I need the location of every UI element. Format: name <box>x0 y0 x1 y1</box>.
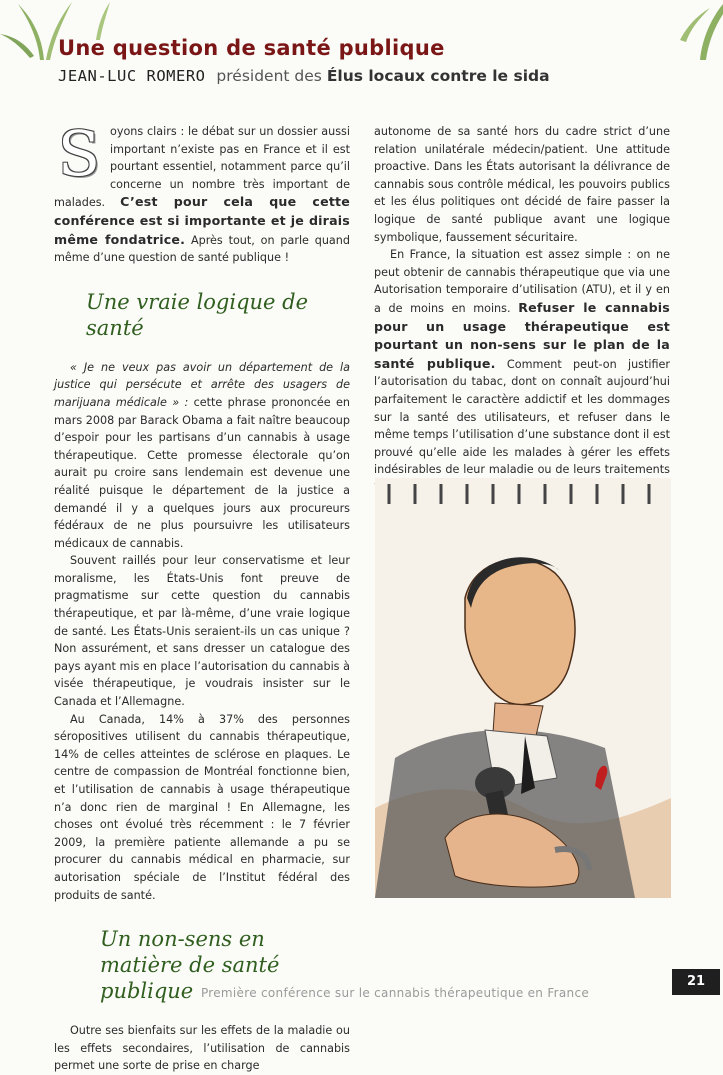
paragraph-canada: Au Canada, 14% à 37% des personnes séropositives utilisent du cannabis thérapeutique, 14% de celles atteintes de sclérose en plaques. Le centre de compassion de Montréal fonctionne bien, et l’utilisation de cannabis à usage thérapeutique n’a donc rien de marginal ! En Allemagne, les choses ont évolué très récemment : le 7 février 2009, la première patiente allemande a pu se procurer du cannabis médical en pharmacie, sur autorisation spéciale de l’Institut fédéral des produits de santé. <box>54 712 350 902</box>
author-role: président des <box>216 67 322 85</box>
obama-quote: « Je ne veux pas avoir un département de la justice qui persécute et arrête des usagers de marijuana médicale » : <box>54 360 350 409</box>
drop-cap: S <box>57 117 101 190</box>
paragraph-etats-unis: Souvent raillés pour leur conservatisme et leur moralisme, les États-Unis font preuve de pragmatisme sur cette question du cannabis thérapeutique, et par là-même, d’une vraie logique de santé. Les États-Unis seraient-ils un cas unique ? Non assurément, et sans dresser un catalogue des pays ayant mis en place l’autorisation du cannabis à visée thérapeutique, je voudrais insister sur le Canada et l’Allemagne. <box>54 554 350 709</box>
paragraph-france <box>374 246 670 496</box>
byline <box>58 67 550 85</box>
paragraph-france-start: En France, la situation est assez simple : on ne peut obtenir de cannabis thérapeutique que via une Autorisation temporaire d’utilisation (ATU), et il y en a de moins en moins. <box>374 248 670 315</box>
author-organization: Élus locaux contre le sida <box>326 67 550 85</box>
paragraph-obama <box>54 359 350 553</box>
speaker-illustration <box>375 478 671 898</box>
cannabis-leaf-icon <box>640 0 723 60</box>
subheading-non-sens: Un non-sens en matière de santé publique <box>100 927 280 1004</box>
paragraph-obama-text: cette phrase prononcée en mars 2008 par Barack Obama a fait naître beaucoup d’espoir pour les partisans d’un cannabis à usage thérapeutique. Cette promesse électorale qu’on aurait pu croire sans lendemain est devenue une réalité puisque le département de la justice a demandé il y a quelques jours aux procureurs fédéraux de ne plus poursuivre les utilisateurs médicaux de cannabis. <box>54 395 351 550</box>
left-column <box>54 117 351 1075</box>
intro-text: oyons clairs : le débat sur un dossier aussi important n’existe pas en France et il est pourtant essentiel, notamment parce qu’il concerne un nombre très important de malades. <box>54 125 350 210</box>
intro-paragraph <box>54 117 351 267</box>
article-title: Une question de santé publique <box>58 36 445 60</box>
intro-end-text: Après tout, on parle quand même d’une question de santé publique ! <box>54 233 350 265</box>
paragraph-autonome: autonome de sa santé hors du cadre strict d’une relation unilatérale médecin/patient. Une attitude proactive. Dans les États autorisant la délivrance de cannabis sous contrôle médical, les pouvoirs publics et les élus politiques ont décidé de faire passer la logique de santé publique avant une logique symbolique, faussement sécuritaire. <box>374 125 670 244</box>
right-column <box>374 123 670 496</box>
subheading-vraie-logique: Une vraie logique de santé <box>86 289 309 340</box>
paragraph-france-bold: Refuser le cannabis pour un usage thérapeutique est pourtant un non-sens sur le plan de la santé publique. <box>374 299 670 371</box>
footer-caption: Première conférence sur le cannabis thérapeutique en France <box>200 986 590 1000</box>
paragraph-bienfaits: Outre ses bienfaits sur les effets de la maladie ou les effets secondaires, l’utilisation de cannabis permet une sorte de prise en charge <box>54 1024 350 1073</box>
paragraph-france-end: Comment peut-on justifier l’autorisation du tabac, dont on connaît aujourd’hui parfaitement le caractère addictif et les dommages sur la santé des utilisateurs, et refuser dans le même temps l’utilisation d’une substance dont il est prouvé qu’elle aide les malades à gérer les effets indésirables de leur maladie ou de leurs traitements <box>374 357 671 477</box>
page-number: 21 <box>672 969 720 995</box>
author-name: JEAN-LUC ROMERO <box>58 67 206 85</box>
intro-bold-text: C’est pour cela que cette conférence est si importante et je dirais même fondatrice. <box>54 194 351 247</box>
